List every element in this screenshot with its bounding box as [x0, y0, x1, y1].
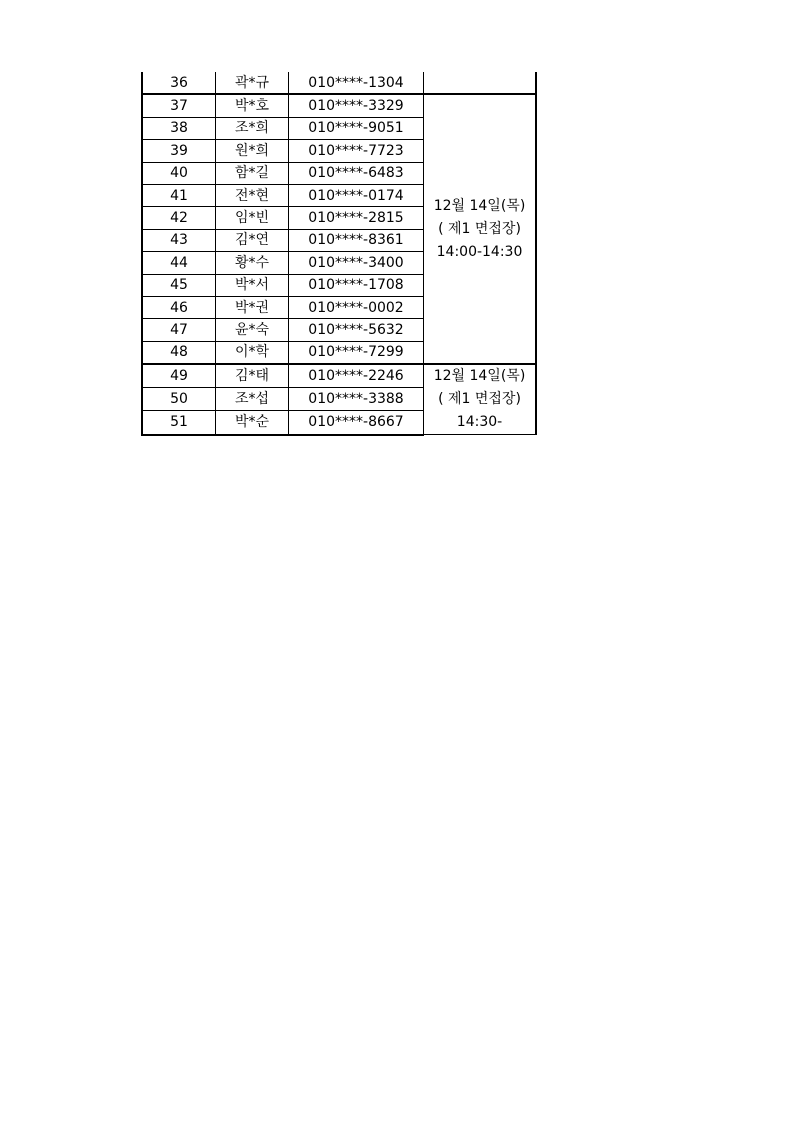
- applicant-phone: 010****-3388: [289, 388, 424, 411]
- row-number: 36: [142, 72, 216, 94]
- applicant-phone: 010****-8361: [289, 229, 424, 251]
- applicant-name: 김*연: [216, 229, 289, 251]
- row-number: 50: [142, 388, 216, 411]
- row-number: 48: [142, 341, 216, 364]
- table-row: [142, 72, 536, 94]
- table-row: [142, 94, 536, 117]
- applicant-phone: 010****-5632: [289, 319, 424, 341]
- applicant-name: 함*길: [216, 162, 289, 184]
- schedule-time: 14:00-14:30: [436, 243, 523, 260]
- schedule-room: ( 제1 면접장): [438, 391, 521, 408]
- applicant-name: 이*학: [216, 341, 289, 364]
- applicant-phone: 010****-3400: [289, 252, 424, 274]
- row-number: 49: [142, 364, 216, 388]
- applicant-table: [141, 72, 537, 436]
- row-number: 46: [142, 296, 216, 318]
- interview-schedule-sheet: [141, 72, 537, 436]
- row-number: 44: [142, 252, 216, 274]
- row-number: 38: [142, 117, 216, 139]
- schedule-cell: [424, 364, 537, 435]
- applicant-name: 박*호: [216, 94, 289, 117]
- schedule-cell: [424, 94, 537, 364]
- applicant-phone: 010****-1708: [289, 274, 424, 296]
- applicant-name: 원*희: [216, 140, 289, 162]
- applicant-name: 전*현: [216, 184, 289, 206]
- row-number: 45: [142, 274, 216, 296]
- table-row: [142, 364, 536, 388]
- applicant-name: 황*수: [216, 252, 289, 274]
- row-number: 41: [142, 184, 216, 206]
- applicant-phone: 010****-9051: [289, 117, 424, 139]
- row-number: 51: [142, 411, 216, 435]
- schedule-room: ( 제1 면접장): [438, 220, 521, 237]
- row-number: 37: [142, 94, 216, 117]
- applicant-phone: 010****-1304: [289, 72, 424, 94]
- applicant-phone: 010****-6483: [289, 162, 424, 184]
- applicant-name: 조*섭: [216, 388, 289, 411]
- schedule-date: 12월 14일(목): [433, 368, 526, 385]
- applicant-phone: 010****-2815: [289, 207, 424, 229]
- applicant-name: 윤*숙: [216, 319, 289, 341]
- applicant-phone: 010****-2246: [289, 364, 424, 388]
- applicant-phone: 010****-7723: [289, 140, 424, 162]
- applicant-name: 김*태: [216, 364, 289, 388]
- applicant-name: 박*서: [216, 274, 289, 296]
- applicant-name: 곽*규: [216, 72, 289, 94]
- row-number: 42: [142, 207, 216, 229]
- applicant-name: 조*희: [216, 117, 289, 139]
- applicant-name: 임*빈: [216, 207, 289, 229]
- applicant-phone: 010****-7299: [289, 341, 424, 364]
- schedule-date: 12월 14일(목): [433, 197, 526, 214]
- applicant-phone: 010****-8667: [289, 411, 424, 435]
- row-number: 40: [142, 162, 216, 184]
- schedule-time: 14:30-: [456, 414, 503, 431]
- row-number: 47: [142, 319, 216, 341]
- applicant-name: 박*권: [216, 296, 289, 318]
- row-number: 43: [142, 229, 216, 251]
- applicant-name: 박*순: [216, 411, 289, 435]
- schedule-cell-empty: [424, 72, 537, 94]
- applicant-phone: 010****-0002: [289, 296, 424, 318]
- row-number: 39: [142, 140, 216, 162]
- applicant-phone: 010****-3329: [289, 94, 424, 117]
- applicant-phone: 010****-0174: [289, 184, 424, 206]
